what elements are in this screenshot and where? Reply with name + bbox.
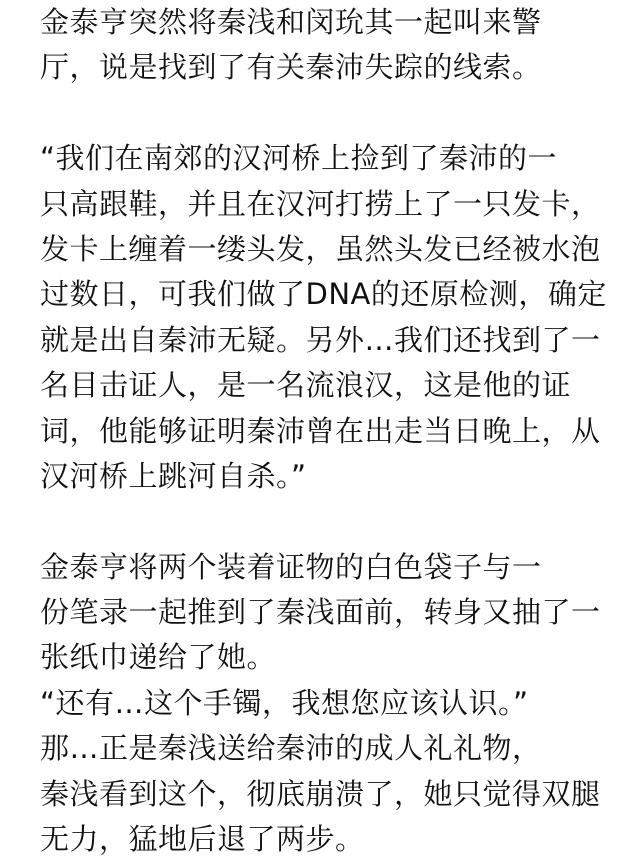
text-line: 张纸巾递给了她。 bbox=[40, 640, 277, 675]
text-line: 汉河桥上跳河自杀。” bbox=[40, 458, 307, 493]
text-line: 厅，说是找到了有关秦沛失踪的线索。 bbox=[40, 50, 542, 85]
paragraph-3 bbox=[40, 545, 620, 681]
text-line: 金泰亨突然将秦浅和闵玧其一起叫来警 bbox=[40, 5, 542, 39]
text-line: 词，他能够证明秦沛曾在出走当日晚上，从 bbox=[40, 413, 601, 448]
text-line: 那…正是秦浅送给秦沛的成人礼礼物， bbox=[40, 731, 542, 766]
text-line: 秦浅看到这个，彻底崩溃了，她只觉得双腿 bbox=[40, 776, 601, 811]
paragraph-1 bbox=[40, 0, 620, 91]
text-line: 发卡上缠着一缕头发，虽然头发已经被水泡 bbox=[40, 231, 601, 266]
paragraph-5 bbox=[40, 726, 620, 862]
text-line: 就是出自秦沛无疑。另外…我们还找到了一 bbox=[40, 322, 601, 357]
paragraph-2 bbox=[40, 136, 620, 499]
paragraph-gap bbox=[40, 91, 620, 136]
text-line: “我们在南郊的汉河桥上捡到了秦沛的一 bbox=[40, 141, 558, 176]
paragraph-gap bbox=[40, 499, 620, 544]
text-line: 只高跟鞋，并且在汉河打捞上了一只发卡， bbox=[40, 186, 601, 221]
text-line: 份笔录一起推到了秦浅面前，转身又抽了一 bbox=[40, 595, 601, 630]
text-line: “还有…这个手镯，我想您应该认识。” bbox=[40, 685, 529, 720]
text-line: 无力，猛地后退了两步。 bbox=[40, 822, 365, 857]
text-line: 过数日，可我们做了DNA的还原检测，确定 bbox=[40, 277, 607, 312]
text-line: 金泰亨将两个装着证物的白色袋子与一 bbox=[40, 549, 542, 584]
text-line: 名目击证人，是一名流浪汉，这是他的证 bbox=[40, 368, 572, 403]
paragraph-4 bbox=[40, 681, 620, 726]
